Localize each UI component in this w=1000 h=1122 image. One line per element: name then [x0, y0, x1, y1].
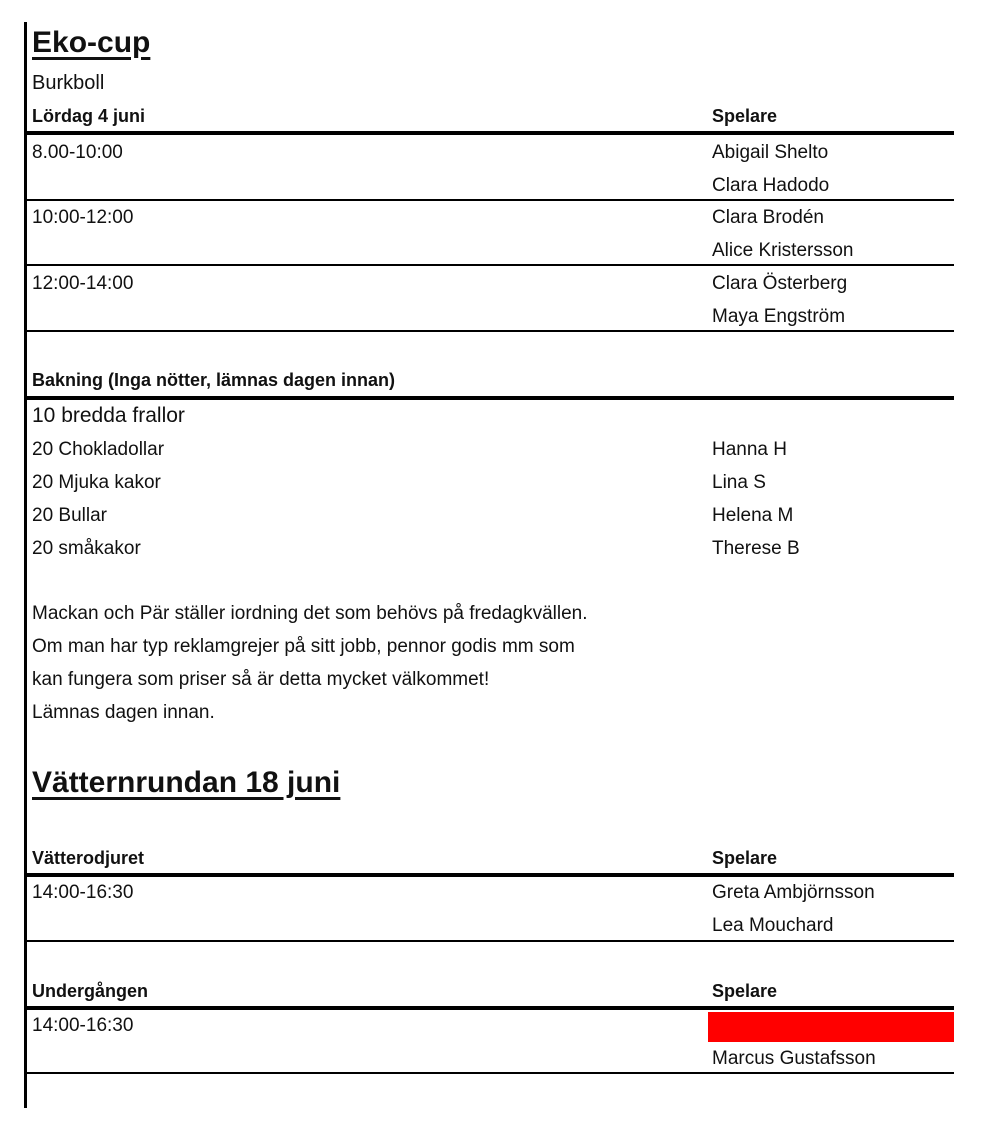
baking-item: 20 Chokladollar — [32, 439, 165, 460]
station-header-rule — [27, 1006, 954, 1010]
baking-person: Hanna H — [712, 439, 787, 460]
baking-person: Helena M — [712, 505, 794, 526]
station-header: Vätterodjuret — [32, 848, 145, 868]
row-rule — [27, 940, 954, 942]
note-line: Lämnas dagen innan. — [32, 702, 215, 723]
baking-person: Lina S — [712, 472, 766, 493]
schedule-players-header: Spelare — [712, 106, 778, 126]
note-line: Om man har typ reklamgrejer på sitt jobb, pennor godis mm som — [32, 636, 575, 657]
baking-header-rule — [27, 396, 954, 400]
slot-player: Clara Hadodo — [712, 175, 830, 196]
vattern-title: Vätternrundan 18 juni — [32, 766, 341, 799]
baking-person: Therese B — [712, 538, 800, 559]
station-players-header: Spelare — [712, 848, 778, 868]
header-rule — [27, 131, 954, 135]
redacted-player-cell — [708, 1012, 954, 1042]
baking-item: 10 bredda frallor — [32, 404, 185, 427]
eko-cup-title: Eko-cup — [32, 26, 151, 59]
note-line: kan fungera som priser så är detta mycket välkommet! — [32, 669, 490, 690]
note-line: Mackan och Pär ställer iordning det som behövs på fredagkvällen. — [32, 603, 588, 624]
station-player: Marcus Gustafsson — [712, 1048, 876, 1069]
slot-time: 12:00-14:00 — [32, 273, 134, 294]
station-header-rule — [27, 873, 954, 877]
station-players-header: Spelare — [712, 981, 778, 1001]
slot-player: Clara Brodén — [712, 207, 824, 228]
row-rule — [27, 1072, 954, 1074]
schedule-day-header: Lördag 4 juni — [32, 106, 146, 126]
baking-item: 20 Bullar — [32, 505, 107, 526]
slot-time: 8.00-10:00 — [32, 142, 123, 163]
slot-player: Maya Engström — [712, 306, 846, 327]
row-rule — [27, 330, 954, 332]
slot-player: Abigail Shelto — [712, 142, 829, 163]
station-header: Undergången — [32, 981, 149, 1001]
baking-header: Bakning (Inga nötter, lämnas dagen innan) — [32, 370, 396, 390]
eko-cup-subtitle: Burkboll — [32, 72, 105, 94]
station-player: Lea Mouchard — [712, 915, 834, 936]
baking-item: 20 småkakor — [32, 538, 141, 559]
baking-item: 20 Mjuka kakor — [32, 472, 161, 493]
left-margin-line — [24, 22, 27, 1108]
station-time: 14:00-16:30 — [32, 1015, 134, 1036]
station-time: 14:00-16:30 — [32, 882, 134, 903]
station-player: Greta Ambjörnsson — [712, 882, 875, 903]
slot-time: 10:00-12:00 — [32, 207, 134, 228]
row-rule — [27, 199, 954, 201]
slot-player: Alice Kristersson — [712, 240, 854, 261]
slot-player: Clara Österberg — [712, 273, 848, 294]
row-rule — [27, 264, 954, 266]
